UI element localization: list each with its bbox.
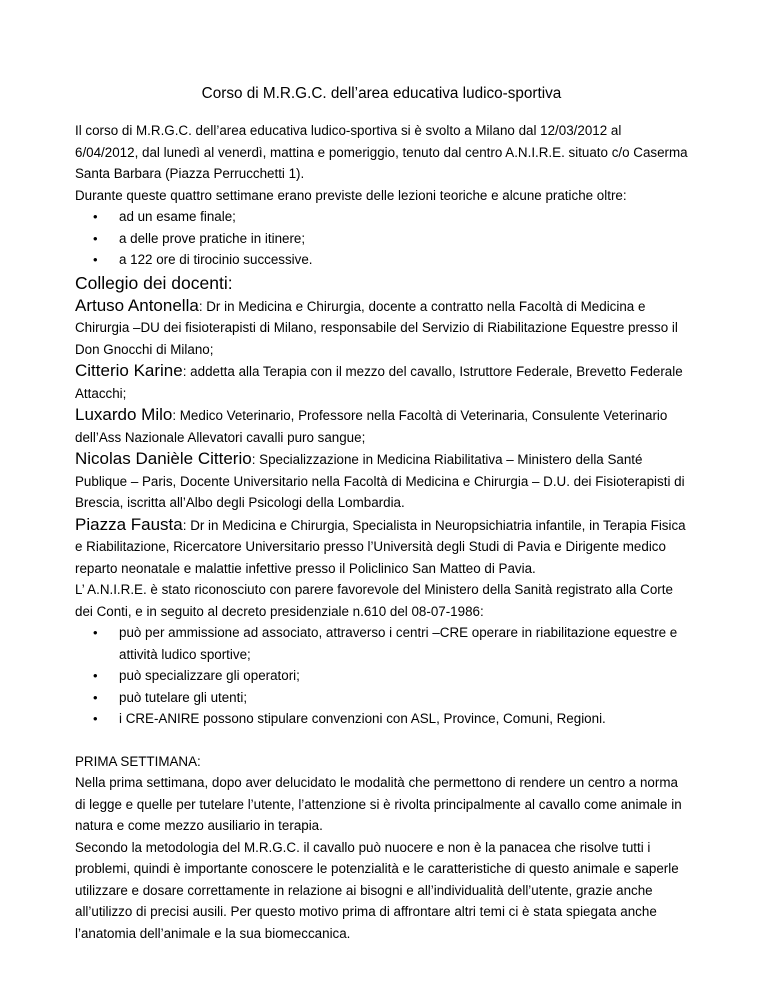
document-title: Corso di M.R.G.C. dell’area educativa ludico-sportiva (201, 85, 562, 102)
faculty-member: Luxardo Milo: Medico Veterinario, Professore nella Facoltà di Veterinaria, Consulente Veterinario dell’Ass Nazionale Allevatori cavalli puro sangue; (75, 405, 668, 445)
faculty-member: Nicolas Danièle Citterio: Specializzazione in Medicina Riabilitativa – Ministero della Santé Publique – Paris, Docente Universitario nella Facoltà di Medicina e Chirurgia – D.U. dei Fisioterapisti di Brescia, iscritta all’Albo degli Psicologi della Lombardia. (75, 449, 685, 510)
faculty-member-name: Artuso Antonella (75, 295, 199, 315)
recognition-list (75, 622, 688, 730)
faculty-member: Citterio Karine: addetta alla Terapia con il mezzo del cavallo, Istruttore Federale, Brevetto Federale Attacchi; (75, 361, 683, 401)
intro-paragraph-2: Durante queste quattro settimane erano previste delle lezioni teoriche e alcune pratiche oltre: (75, 187, 627, 203)
list-item: • a delle prove pratiche in itinere; (119, 228, 688, 250)
faculty-member-name: Citterio Karine (75, 361, 183, 380)
list-item: • può per ammissione ad associato, attraverso i centri –CRE operare in riabilitazione equestre e attività ludico sportive; (119, 622, 688, 665)
list-item: • a 122 ore di tirocinio successive. (119, 249, 688, 271)
list-item: • può specializzare gli operatori; (119, 665, 688, 687)
list-item: • ad un esame finale; (119, 206, 688, 228)
faculty-member-desc: addetta alla Terapia con il mezzo del cavallo, Istruttore Federale, Brevetto Federale Attacchi; (75, 364, 683, 401)
faculty-member-desc: Medico Veterinario, Professore nella Facoltà di Veterinaria, Consulente Veterinario dell’Ass Nazionale Allevatori cavalli puro sangue; (75, 408, 668, 445)
faculty-member-desc: Specializzazione in Medicina Riabilitativa – Ministero della Santé Publique – Paris, Docente Universitario nella Facoltà di Medicina e Chirurgia – D.U. dei Fisioterapisti di Brescia, iscritta all’Albo degli Psicologi della Lombardia. (75, 452, 685, 510)
intro-list (75, 206, 688, 271)
faculty-member-name: Luxardo Milo (75, 405, 173, 424)
list-item: • può tutelare gli utenti; (119, 687, 688, 709)
list-item: • i CRE-ANIRE possono stipulare convenzioni con ASL, Province, Comuni, Regioni. (119, 708, 688, 730)
faculty-heading: Collegio dei docenti: (75, 272, 233, 293)
faculty-member: Artuso Antonella: Dr in Medicina e Chirurgia, docente a contratto nella Facoltà di Medicina e Chirurgia –DU dei fisioterapisti di Milano, responsabile del Servizio di Riabilitazione Equestre presso il Don Gnocchi di Milano; (75, 295, 678, 357)
faculty-member-name: Piazza Fausta (75, 514, 183, 534)
week1-heading: PRIMA SETTIMANA: (75, 753, 201, 769)
faculty-member-desc: Dr in Medicina e Chirurgia, Specialista in Neuropsichiatria infantile, in Terapia Fisica e Riabilitazione, Ricercatore Universitario presso l’Università degli Studi di Pavia e Dirigente medico reparto neonatale e malattie infettive presso il Policlinico San Matteo di Pavia. (75, 517, 686, 576)
intro-paragraph: Il corso di M.R.G.C. dell’area educativa ludico-sportiva si è svolto a Milano dal 12/03/2012 al 6/04/2012, dal lunedì al venerdì, mattina e pomeriggio, tenuto dal centro A.N.I.R.E. situato c/o Caserma Santa Barbara (Piazza Perrucchetti 1). (75, 123, 688, 181)
week1-paragraph: Nella prima settimana, dopo aver delucidato le modalità che permettono di rendere un centro a norma di legge e quelle per tutelare l’utente, l’attenzione si è rivolta principalmente al cavallo come animale in natura e come mezzo ausiliario in terapia. (75, 775, 682, 833)
faculty-member-desc: Dr in Medicina e Chirurgia, docente a contratto nella Facoltà di Medicina e Chirurgia –DU dei fisioterapisti di Milano, responsabile del Servizio di Riabilitazione Equestre presso il Don Gnocchi di Milano; (75, 298, 678, 357)
week1-paragraph-2: Secondo la metodologia del M.R.G.C. il cavallo può nuocere e non è la panacea che risolve tutti i problemi, quindi è importante conoscere le potenzialità e le caratteristiche di questo animale e saperle utilizzare e dosare correttamente in relazione ai bisogni e all’individualità dell’utente, grazie anche all’utilizzo di precisi ausili. Per questo motivo prima di affrontare altri temi ci è stata spiegata anche l’anatomia dell’animale e la sua biomeccanica. (75, 839, 679, 941)
paragraph-spacer (75, 730, 688, 751)
recognition-paragraph: L’ A.N.I.R.E. è stato riconosciuto con parere favorevole del Ministero della Sanità registrato alla Corte dei Conti, e in seguito al decreto presidenziale n.610 del 08-07-1986: (75, 582, 673, 619)
faculty-member-name: Nicolas Danièle Citterio (75, 449, 252, 468)
faculty-member: Piazza Fausta: Dr in Medicina e Chirurgia, Specialista in Neuropsichiatria infantile, in Terapia Fisica e Riabilitazione, Ricercatore Universitario presso l’Università degli Studi di Pavia e Dirigente medico reparto neonatale e malattie infettive presso il Policlinico San Matteo di Pavia. (75, 514, 686, 576)
